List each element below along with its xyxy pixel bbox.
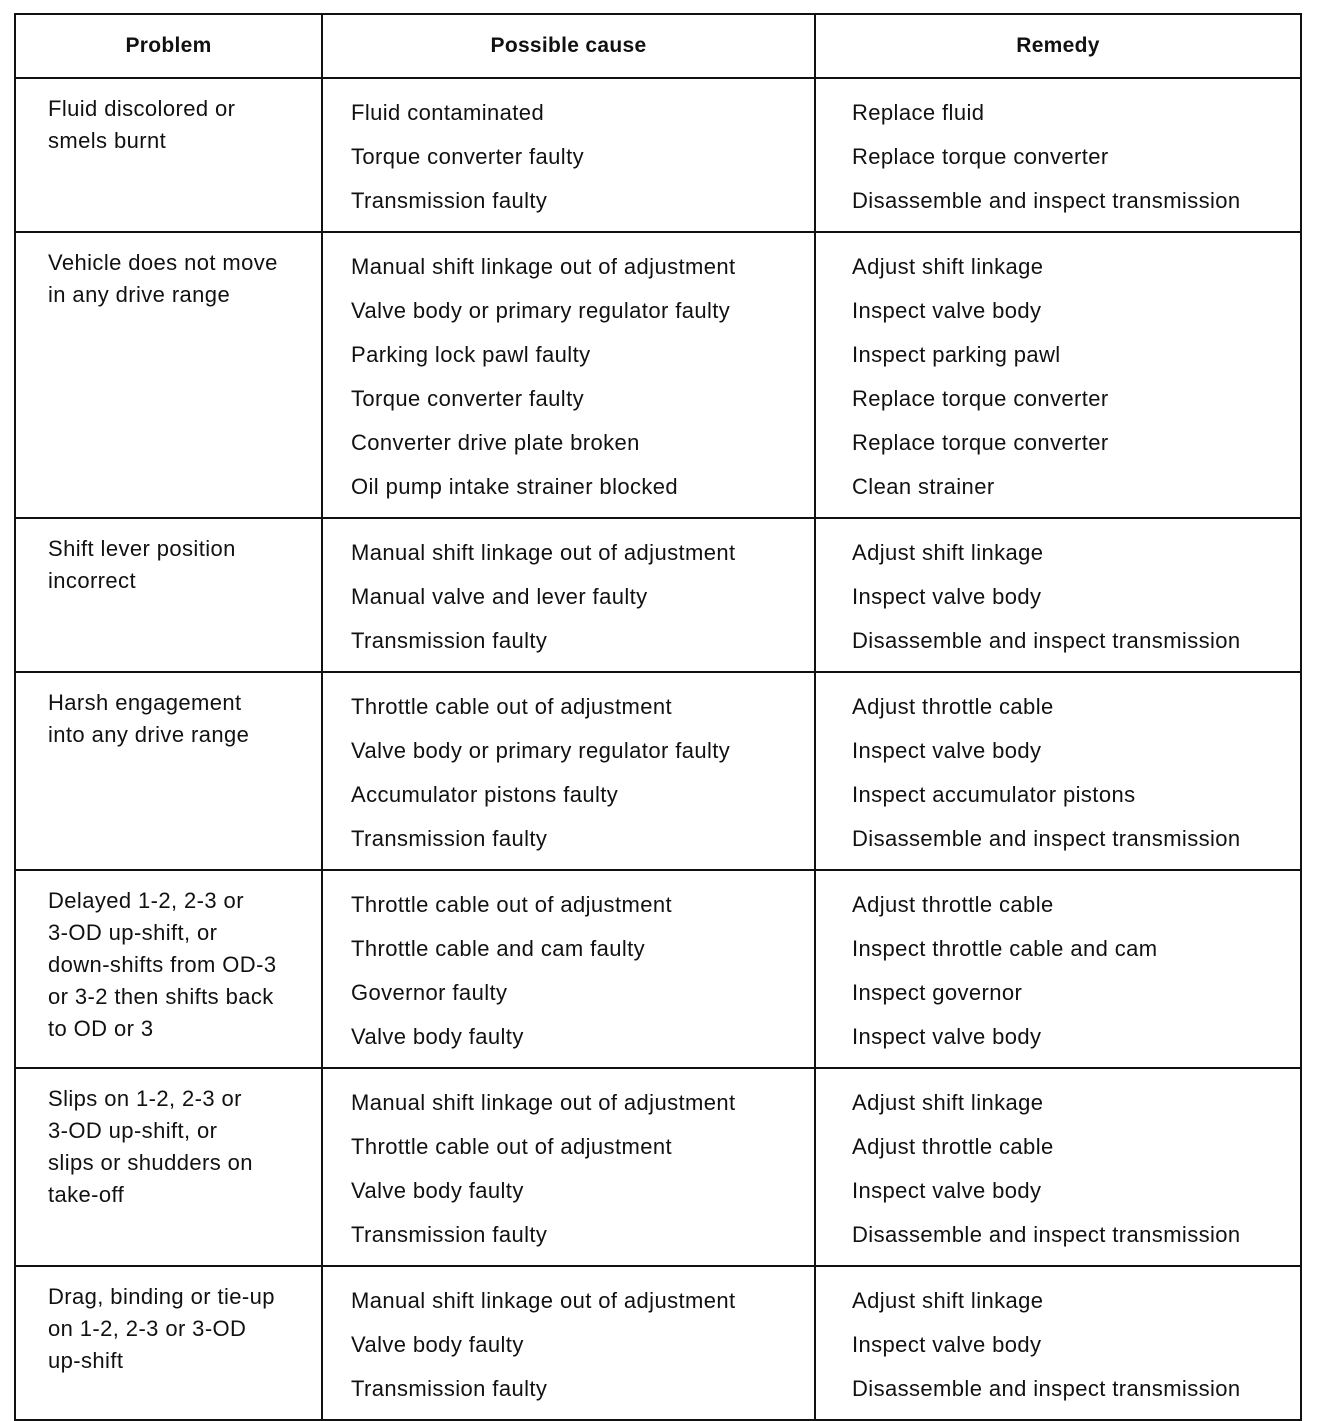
remedy-item: Inspect valve body bbox=[852, 1332, 1042, 1357]
remedy-item: Adjust throttle cable bbox=[852, 892, 1054, 917]
possible-cause-item: Transmission faulty bbox=[351, 1222, 548, 1247]
problem-cell: Shift lever position incorrect bbox=[15, 518, 322, 672]
possible-cause-item: Accumulator pistons faulty bbox=[351, 782, 619, 807]
remedy-item: Adjust shift linkage bbox=[852, 1090, 1044, 1115]
troubleshooting-table bbox=[14, 13, 1302, 1421]
problem-cell: Slips on 1-2, 2-3 or 3-OD up-shift, or slips or shudders on take-off bbox=[15, 1068, 322, 1266]
remedy-item: Inspect throttle cable and cam bbox=[852, 936, 1158, 961]
possible-cause-item: Throttle cable out of adjustment bbox=[351, 892, 672, 917]
possible-cause-item: Valve body or primary regulator faulty bbox=[351, 298, 731, 323]
remedy-item: Inspect valve body bbox=[852, 298, 1042, 323]
remedy-item: Adjust shift linkage bbox=[852, 540, 1044, 565]
possible-cause-item: Manual shift linkage out of adjustment bbox=[351, 254, 736, 279]
remedy-item: Replace fluid bbox=[852, 100, 985, 125]
header-remedy: Remedy bbox=[815, 14, 1301, 78]
table-row bbox=[15, 232, 1301, 518]
remedy-item: Inspect valve body bbox=[852, 1178, 1042, 1203]
possible-cause-item: Transmission faulty bbox=[351, 628, 548, 653]
possible-cause-item: Valve body faulty bbox=[351, 1332, 524, 1357]
remedy-item: Adjust shift linkage bbox=[852, 254, 1044, 279]
possible-cause-item: Manual shift linkage out of adjustment bbox=[351, 1288, 736, 1313]
possible-cause-cell bbox=[322, 1266, 815, 1420]
possible-cause-cell bbox=[322, 1068, 815, 1266]
table-row bbox=[15, 870, 1301, 1068]
remedy-cell bbox=[815, 1068, 1301, 1266]
possible-cause-item: Valve body faulty bbox=[351, 1024, 524, 1049]
remedy-item: Adjust throttle cable bbox=[852, 694, 1054, 719]
possible-cause-item: Throttle cable and cam faulty bbox=[351, 936, 646, 961]
remedy-cell bbox=[815, 78, 1301, 232]
remedy-item: Inspect accumulator pistons bbox=[852, 782, 1136, 807]
possible-cause-item: Manual shift linkage out of adjustment bbox=[351, 540, 736, 565]
remedy-item: Inspect valve body bbox=[852, 584, 1042, 609]
possible-cause-item: Fluid contaminated bbox=[351, 100, 545, 125]
possible-cause-item: Converter drive plate broken bbox=[351, 430, 640, 455]
remedy-cell bbox=[815, 672, 1301, 870]
remedy-item: Adjust shift linkage bbox=[852, 1288, 1044, 1313]
possible-cause-item: Manual valve and lever faulty bbox=[351, 584, 648, 609]
possible-cause-item: Valve body faulty bbox=[351, 1178, 524, 1203]
remedy-item: Adjust throttle cable bbox=[852, 1134, 1054, 1159]
remedy-item: Replace torque converter bbox=[852, 144, 1109, 169]
problem-cell: Delayed 1-2, 2-3 or 3-OD up-shift, or down-shifts from OD-3 or 3-2 then shifts back to OD or 3 bbox=[15, 870, 322, 1068]
remedy-cell bbox=[815, 518, 1301, 672]
remedy-item: Inspect governor bbox=[852, 980, 1023, 1005]
possible-cause-item: Manual shift linkage out of adjustment bbox=[351, 1090, 736, 1115]
possible-cause-item: Transmission faulty bbox=[351, 1376, 548, 1401]
troubleshooting-table-container bbox=[14, 13, 1300, 1421]
remedy-item: Disassemble and inspect transmission bbox=[852, 1376, 1241, 1401]
possible-cause-item: Oil pump intake strainer blocked bbox=[351, 474, 679, 499]
remedy-item: Disassemble and inspect transmission bbox=[852, 628, 1241, 653]
remedy-cell bbox=[815, 870, 1301, 1068]
possible-cause-item: Transmission faulty bbox=[351, 826, 548, 851]
remedy-item: Disassemble and inspect transmission bbox=[852, 826, 1241, 851]
remedy-item: Inspect parking pawl bbox=[852, 342, 1061, 367]
possible-cause-cell bbox=[322, 672, 815, 870]
possible-cause-item: Throttle cable out of adjustment bbox=[351, 1134, 672, 1159]
possible-cause-item: Valve body or primary regulator faulty bbox=[351, 738, 731, 763]
possible-cause-item: Torque converter faulty bbox=[351, 144, 584, 169]
possible-cause-item: Throttle cable out of adjustment bbox=[351, 694, 672, 719]
problem-cell: Fluid discolored or smels burnt bbox=[15, 78, 322, 232]
table-row bbox=[15, 1068, 1301, 1266]
remedy-item: Replace torque converter bbox=[852, 430, 1109, 455]
remedy-item: Replace torque converter bbox=[852, 386, 1109, 411]
remedy-item: Disassemble and inspect transmission bbox=[852, 1222, 1241, 1247]
remedy-item: Inspect valve body bbox=[852, 738, 1042, 763]
possible-cause-cell bbox=[322, 232, 815, 518]
remedy-item: Inspect valve body bbox=[852, 1024, 1042, 1049]
possible-cause-cell bbox=[322, 870, 815, 1068]
possible-cause-item: Transmission faulty bbox=[351, 188, 548, 213]
remedy-cell bbox=[815, 232, 1301, 518]
possible-cause-item: Governor faulty bbox=[351, 980, 508, 1005]
remedy-item: Clean strainer bbox=[852, 474, 995, 499]
header-possible-cause: Possible cause bbox=[322, 14, 815, 78]
header-problem: Problem bbox=[15, 14, 322, 78]
possible-cause-cell bbox=[322, 518, 815, 672]
possible-cause-item: Torque converter faulty bbox=[351, 386, 584, 411]
table-row bbox=[15, 518, 1301, 672]
problem-cell: Vehicle does not move in any drive range bbox=[15, 232, 322, 518]
table-body bbox=[15, 78, 1301, 1420]
problem-cell: Harsh engagement into any drive range bbox=[15, 672, 322, 870]
possible-cause-cell bbox=[322, 78, 815, 232]
problem-cell: Drag, binding or tie-up on 1-2, 2-3 or 3-OD up-shift bbox=[15, 1266, 322, 1420]
remedy-item: Disassemble and inspect transmission bbox=[852, 188, 1241, 213]
table-row bbox=[15, 78, 1301, 232]
table-row bbox=[15, 672, 1301, 870]
remedy-cell bbox=[815, 1266, 1301, 1420]
header-row bbox=[15, 14, 1301, 78]
possible-cause-item: Parking lock pawl faulty bbox=[351, 342, 591, 367]
table-row bbox=[15, 1266, 1301, 1420]
